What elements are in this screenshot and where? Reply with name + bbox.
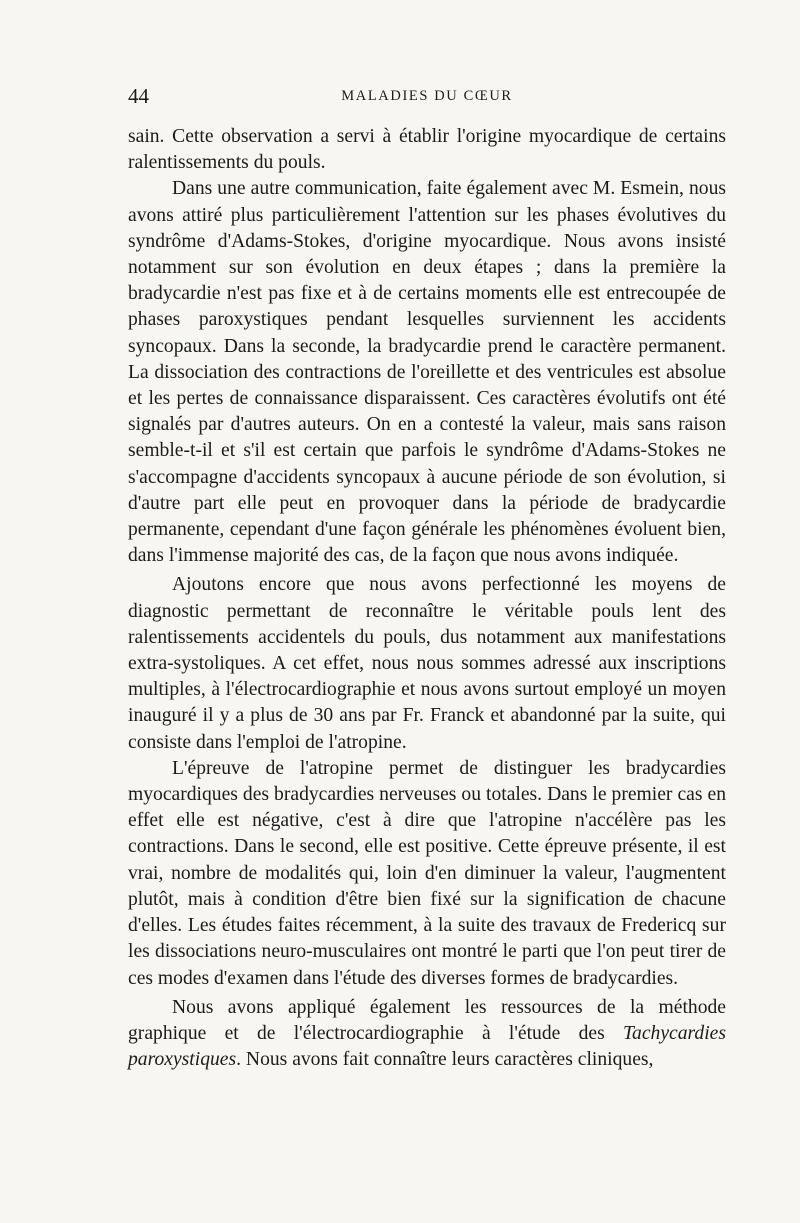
paragraph-continuation: sain. Cette observation a servi à établir l'origine myocardique de certains ralentissements du pouls.	[128, 126, 726, 174]
page-header	[128, 84, 726, 114]
paragraph-atropine: L'épreuve de l'atropine permet de distinguer les bradycardies myocardiques des bradycardies nerveuses ou totales. Dans le premier cas en effet elle est négative, c'est à dire que l'atropine n'accélère pas les contractions. Dans le second, elle est positive. Cette épreuve présente, il est vrai, nombre de modalités qui, loin d'en diminuer la valeur, l'augmentent plutôt, mais à condition d'être bien fixé sur la signification de chacune d'elles. Les études faites récemment, à la suite des travaux de Fredericq sur les dissociations neuro-musculaires ont montré le parti que l'on peut tirer de ces modes d'examen dans l'étude des diverses formes de bradycardies.	[128, 757, 726, 989]
running-title: MALADIES DU CŒUR	[341, 88, 513, 104]
paragraph-text-before: Nous avons appliqué également les ressources de la méthode graphique et de l'électrocardiographie à l'étude des	[128, 996, 726, 1044]
paragraph-tachycardies	[128, 995, 726, 1074]
paragraph-adams-stokes: Dans une autre communication, faite également avec M. Esmein, nous avons attiré plus particulièrement l'attention sur les phases évolutives du syndrôme d'Adams-Stokes, d'origine myocardique. Nous avons insisté notamment sur son évolution en deux étapes ; dans la première la bradycardie n'est pas fixe et à de certains moments elle est entrecoupée de phases paroxystiques pendant lesquelles surviennent les accidents syncopaux. Dans la seconde, la bradycardie prend le caractère permanent. La dissociation des contractions de l'oreillette et des ventricules est absolue et les pertes de connaissance disparaissent. Ces caractères évolutifs ont été signalés par d'autres auteurs. On en a contesté la valeur, mais sans raison semble-t-il et s'il est certain que parfois le syndrôme d'Adams-Stokes ne s'accompagne d'accidents syncopaux à aucune période de son évolution, si d'autre part elle peut en provoquer dans la période de bradycardie permanente, cependant d'une façon générale les phénomènes évoluent bien, dans l'immense majorité des cas, de la façon que nous avons indiquée.	[128, 178, 726, 567]
paragraph-text-after: . Nous avons fait connaître leurs caractères cliniques,	[236, 1049, 654, 1071]
italic-term: Tachycardies paroxystiques	[128, 1022, 726, 1071]
body-text	[128, 124, 726, 1073]
paragraph-diagnostic: Ajoutons encore que nous avons perfectionné les moyens de diagnostic permettant de reconnaître le véritable pouls lent des ralentissements accidentels du pouls, dus notamment aux manifestations extra-systoliques. A cet effet, nous nous sommes adressé aux inscriptions multiples, à l'électrocardiographie et nous avons surtout employé un moyen inauguré il y a plus de 30 ans par Fr. Franck et abandonné par la suite, qui consiste dans l'emploi de l'atropine.	[128, 574, 726, 753]
page-number: 44	[128, 84, 149, 108]
